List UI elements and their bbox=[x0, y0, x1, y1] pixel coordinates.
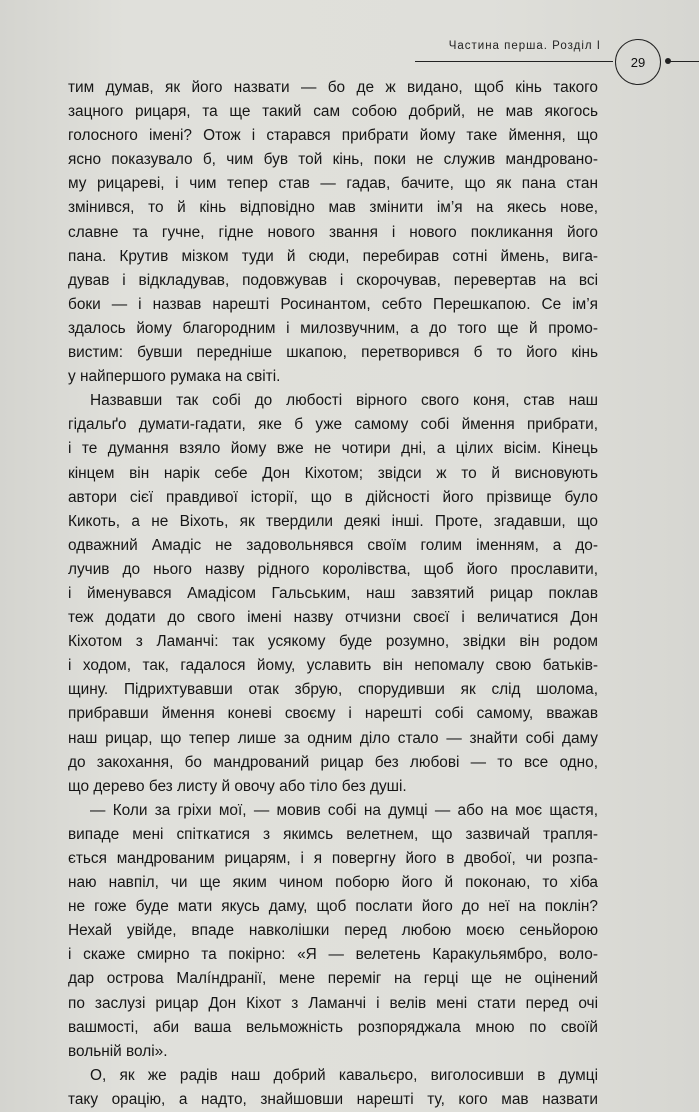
text-line: щину. Підрихтувавши отак збрую, спорудивши як слід шолома, bbox=[68, 681, 598, 699]
text-line: змінився, то й кінь відповідно мав змінити ім’я на якесь нове, bbox=[68, 199, 598, 217]
text-line: вольній волі». bbox=[68, 1042, 168, 1060]
text-line: кінцем він нарік себе Дон Кіхотом; звідси ж то й висновують bbox=[68, 464, 598, 482]
running-head: Частина перша. Розділ І bbox=[448, 40, 601, 52]
text-line: — Коли за гріхи мої, — мовив собі на думці — або на моє щастя, bbox=[90, 801, 598, 819]
text-line: і те думання взяло йому вже не чотири дні, а цілих вісім. Кінець bbox=[68, 440, 598, 458]
text-line: дував і відкладував, подовжував і скорочував, перевертав на всі bbox=[68, 271, 598, 289]
text-line: Кіхотом з Ламанчі: так усякому буде розумно, звідки він родом bbox=[68, 633, 598, 651]
body-text bbox=[68, 76, 598, 1112]
text-line: і йменувався Амадісом Гальським, наш завзятий рицар поклав bbox=[68, 584, 598, 602]
paragraph-3 bbox=[68, 799, 598, 1064]
paragraph-2 bbox=[68, 389, 598, 799]
text-line: вистим: бувши передніше шкапою, перетворився б то його кінь bbox=[68, 344, 598, 362]
text-line: славне та гучне, гідне нового звання і нового покликання його bbox=[68, 223, 598, 241]
text-line: гідальґо думати-гадати, яке б уже самому собі ймення прибрати, bbox=[68, 416, 598, 434]
text-line: і скаже смирно та покірно: «Я — велетень Каракульямбро, воло- bbox=[68, 946, 598, 964]
text-line: Нехай увійде, впаде навколішки перед любою моєю сеньйорою bbox=[68, 922, 598, 940]
text-line: О, як же радів наш добрий кавальєро, виголосивши в думці bbox=[90, 1066, 598, 1084]
text-line: здалось йому благородним і милозвучним, а до того ще й промо- bbox=[68, 319, 598, 337]
text-line: Назвавши так собі до любості вірного свого коня, став наш bbox=[90, 392, 598, 410]
paragraph-4 bbox=[68, 1064, 598, 1112]
text-line: вашмості, аби ваша вельможність розпоряджала мною по своїй bbox=[68, 1018, 598, 1036]
text-line: і ходом, так, гадалося йому, уславить він непомалу свою батьків- bbox=[68, 657, 598, 675]
text-line: не гоже буде мати якусь даму, щоб послати його до неї на поклін? bbox=[68, 898, 598, 916]
text-line: таку орацію, а надто, знайшовши нарешті ту, кого мав назвати bbox=[68, 1090, 598, 1108]
page-number: 29 bbox=[630, 54, 646, 70]
text-line: у найпершого румака на світі. bbox=[68, 368, 281, 386]
text-line: одважний Амадіс не задовольнявся своїм голим іменням, а до- bbox=[68, 536, 598, 554]
text-line: автори сієї правдивої історії, що в дійсності його прізвище було bbox=[68, 488, 598, 506]
text-line: наш рицар, що тепер лише за одним діло стало — знайти собі даму bbox=[68, 729, 598, 747]
paragraph-1 bbox=[68, 76, 598, 389]
text-line: прибравши ймення коневі своєму і нарешті собі самому, вважав bbox=[68, 705, 598, 723]
text-line: лучив до нього назву рідного королівства, щоб його прославити, bbox=[68, 560, 598, 578]
header-rule-right bbox=[666, 61, 699, 62]
text-line: до закохання, бо мандрований рицар без любові — то все одно, bbox=[68, 753, 598, 771]
text-line: ється мандрованим рицарям, і я повергну його в двобої, чи розпа- bbox=[68, 850, 598, 867]
text-line: наю навпіл, чи ще яким чином поборю його й поконаю, то хіба bbox=[68, 874, 598, 892]
text-line: Кикоть, а не Віхоть, як твердили деякі інші. Проте, згадавши, що bbox=[68, 512, 598, 530]
text-line: голосного імені? Отож і старався прибрати йому таке ймення, що bbox=[68, 127, 598, 145]
text-line: пана. Крутив мізком туди й сюди, перебирав сотні ймень, вига- bbox=[68, 247, 598, 265]
page-number-circle bbox=[615, 39, 661, 85]
text-line: боки — і назвав нарешті Росинантом, себто Перешкапою. Се ім’я bbox=[68, 295, 598, 313]
page-header bbox=[0, 0, 699, 80]
text-line: му рицареві, і чим тепер став — гадав, бачите, що як пана стан bbox=[68, 175, 598, 193]
text-line: зацного рицаря, та ще такий сам собою добрий, не мав якогось bbox=[68, 103, 598, 121]
text-line: дар острова Малíндранії, мене переміг на герці ще не оцінений bbox=[68, 970, 598, 988]
text-line: тим думав, як його назвати — бо де ж видано, щоб кінь такого bbox=[68, 79, 598, 96]
text-line: по заслузі рицар Дон Кіхот з Ламанчі і велів мені стати перед очі bbox=[68, 994, 598, 1012]
header-rule bbox=[415, 61, 613, 62]
text-line: теж додати до свого імені назву отчизни своєї і величатися Дон bbox=[68, 609, 598, 627]
text-line: що дерево без листу й овочу або тіло без душі. bbox=[68, 777, 407, 795]
text-line: випаде мені спіткатися з якимсь велетнем, що зазвичай трапля- bbox=[68, 825, 598, 843]
text-line: ясно показувало б, чим був той кінь, поки не служив мандровано- bbox=[68, 151, 598, 169]
